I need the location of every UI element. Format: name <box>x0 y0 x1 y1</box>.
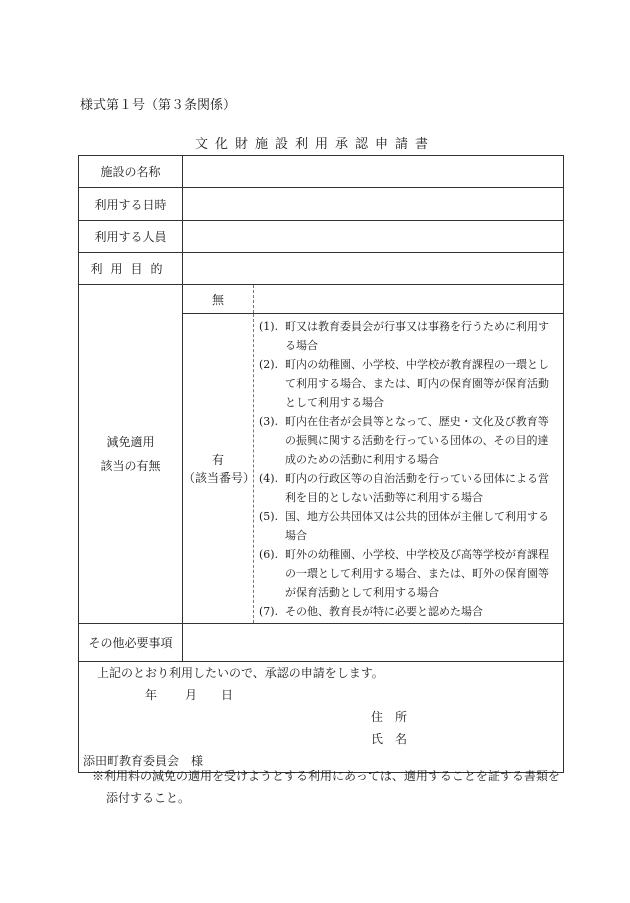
exemption-condition-number: (2). <box>259 358 279 371</box>
exemption-condition-text: 町内の幼稚園、小学校、中学校が教育課程の一環として利用する場合、または、町内の保育園等が保育活動として利用する場合 <box>285 358 549 409</box>
exemption-conditions <box>254 314 564 624</box>
other-label: その他必要事項 <box>79 624 183 662</box>
exemption-yes-sub: （該当番号） <box>183 470 256 485</box>
exemption-condition-number: (4). <box>259 472 279 485</box>
exemption-condition-item <box>259 545 559 602</box>
exemption-condition-number: (3). <box>259 415 279 428</box>
exemption-yes-label <box>183 314 254 624</box>
application-statement-block <box>79 662 564 773</box>
facility-name-label: 施設の名称 <box>79 156 183 188</box>
exemption-none-label: 無 <box>183 285 254 314</box>
exemption-condition-text: 町内の行政区等の自治活動を行っている団体による営利を目的としない活動等に利用する場合 <box>285 472 549 504</box>
document-title: 文化財施設利用承認申請書 <box>194 137 435 152</box>
exemption-condition-item <box>259 317 559 355</box>
name-label: 氏 名 <box>371 732 408 746</box>
exemption-condition-text: 国、地方公共団体又は公共的団体が主催して利用する場合 <box>285 510 549 542</box>
address-label: 住 所 <box>371 710 408 724</box>
exemption-label <box>79 285 183 624</box>
exemption-label-line2: 該当の有無 <box>100 459 161 473</box>
application-form-table <box>78 155 564 773</box>
application-statement: 上記のとおり利用したいので、承認の申請をします。 <box>97 666 384 680</box>
exemption-condition-text: その他、教育長が特に必要と認めた場合 <box>285 605 483 618</box>
usage-people-label: 利用する人員 <box>79 221 183 253</box>
usage-people-field[interactable] <box>183 221 564 253</box>
form-number: 様式第１号（第３条関係） <box>80 98 237 113</box>
usage-datetime-field[interactable] <box>183 188 564 221</box>
exemption-condition-item <box>259 602 559 621</box>
usage-datetime-label: 利用する日時 <box>79 188 183 221</box>
exemption-condition-item <box>259 355 559 412</box>
purpose-label: 利用目的 <box>79 253 183 285</box>
exemption-condition-number: (5). <box>259 510 279 523</box>
attachment-note-text: ※利用料の減免の適用を受けようとする利用にあっては、適用することを証する書類を添付すること。 <box>92 769 560 805</box>
purpose-field[interactable] <box>183 253 564 285</box>
exemption-condition-number: (1). <box>259 320 279 333</box>
exemption-condition-item <box>259 507 559 545</box>
exemption-condition-item <box>259 469 559 507</box>
month-label: 月 <box>185 688 198 702</box>
exemption-condition-text: 町外の幼稚園、小学校、中学校及び高等学校が育課程の一環として利用する場合、または、町外の保育園等が保育活動として利用する場合 <box>285 548 549 599</box>
exemption-condition-item <box>259 412 559 469</box>
exemption-label-line1: 減免適用 <box>106 435 155 449</box>
attachment-note <box>92 765 562 809</box>
exemption-condition-number: (7). <box>259 605 279 618</box>
year-label: 年 <box>145 688 158 702</box>
exemption-none-field[interactable] <box>254 285 564 314</box>
other-field[interactable] <box>183 624 564 662</box>
facility-name-field[interactable] <box>183 156 564 188</box>
exemption-condition-text: 町内在住者が会員等となって、歴史・文化及び教育等の振興に関する活動を行っている団体の、その目的達成のための活動に利用する場合 <box>285 415 549 466</box>
addressee: 添田町教育委員会 様 <box>83 754 204 768</box>
exemption-yes-text: 有 <box>211 452 224 467</box>
exemption-condition-number: (6). <box>259 548 279 561</box>
day-label: 日 <box>221 688 234 702</box>
exemption-condition-text: 町又は教育委員会が行事又は事務を行うために利用する場合 <box>285 320 549 352</box>
